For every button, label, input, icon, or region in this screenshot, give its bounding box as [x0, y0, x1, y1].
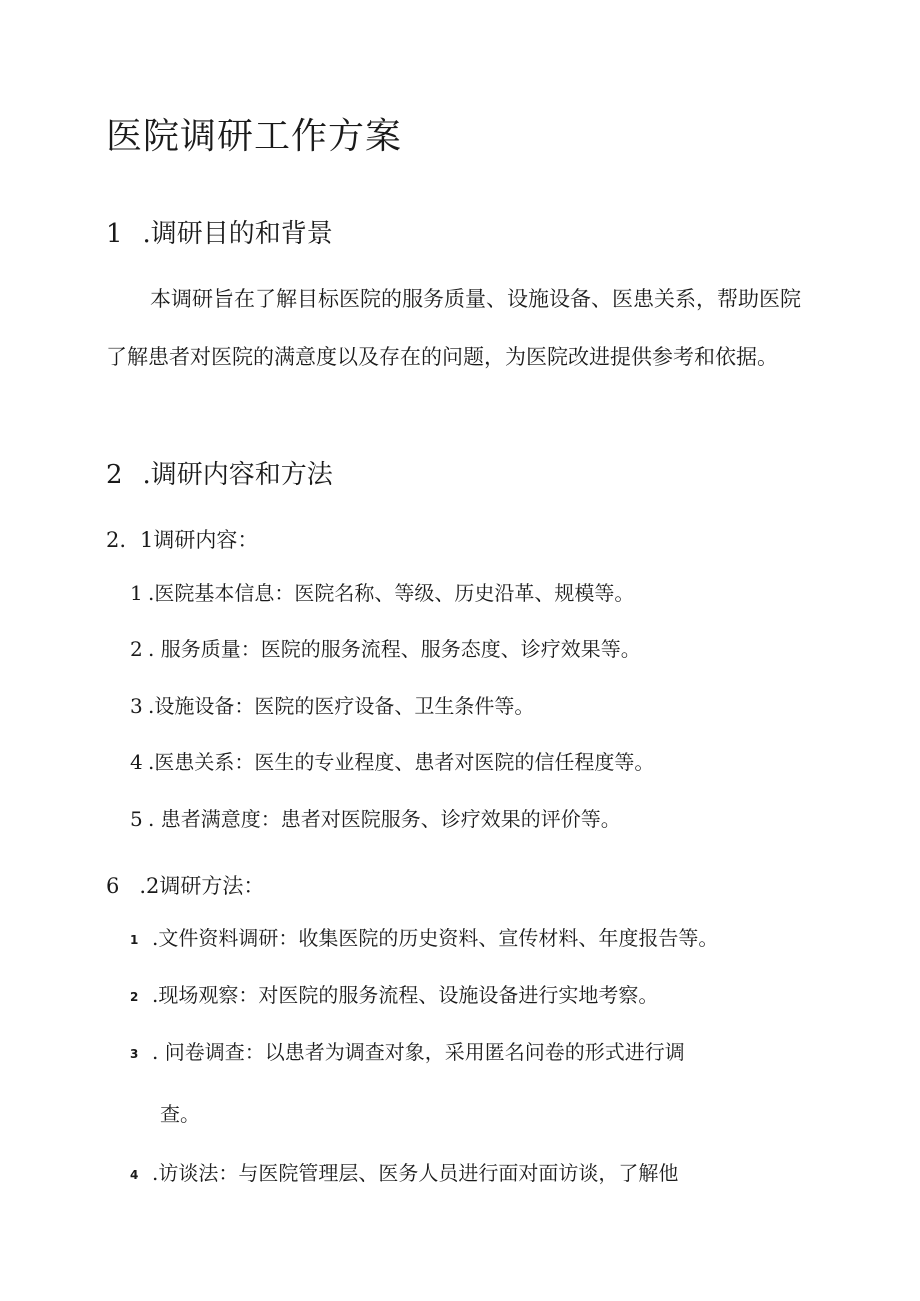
- subsection-2-1-number: 2.: [106, 528, 127, 552]
- method-item-continuation: 查。: [160, 1102, 200, 1126]
- content-item: [130, 690, 534, 719]
- method-item: [130, 1036, 685, 1065]
- content-item-text: .医患关系：医生的专业程度、患者对医院的信任程度等。: [148, 750, 655, 774]
- method-item-text: .访谈法：与医院管理层、医务人员进行面对面访谈，了解他: [152, 1161, 679, 1185]
- section-2-title: .调研内容和方法: [142, 460, 333, 490]
- subsection-2-1-title: 1调研内容：: [140, 528, 259, 552]
- subsection-2-2-number: 6: [106, 874, 120, 898]
- method-item-number: 3: [130, 1046, 139, 1061]
- section-2-heading: [106, 454, 333, 491]
- method-item: [130, 1157, 678, 1186]
- section-1-number: 1: [106, 219, 123, 249]
- content-item-text: .医院基本信息：医院名称、等级、历史沿革、规模等。: [148, 581, 635, 605]
- subsection-2-2-title: .2调研方法：: [139, 874, 265, 898]
- method-item-text: .文件资料调研：收集医院的历史资料、宣传材料、年度报告等。: [152, 926, 719, 950]
- content-item-number: 1: [130, 581, 143, 605]
- content-item-number: 4: [130, 750, 143, 774]
- subsection-2-1-heading: [106, 524, 258, 554]
- content-item: [130, 633, 641, 662]
- content-item: [130, 746, 654, 775]
- content-item-text: . 患者满意度：患者对医院服务、诊疗效果的评价等。: [148, 807, 621, 831]
- content-item: [130, 577, 634, 606]
- document-title: 医院调研工作方案: [106, 116, 403, 157]
- content-item: [130, 803, 621, 832]
- section-1-heading: [106, 213, 333, 250]
- method-item-number: 2: [130, 989, 139, 1004]
- method-item-text: .现场观察：对医院的服务流程、设施设备进行实地考察。: [152, 983, 659, 1007]
- section-1-paragraph: 本调研旨在了解目标医院的服务质量、设施设备、医患关系，帮助医院了解患者对医院的满意度以及存在的问题，为医院改进提供参考和依据。: [106, 287, 801, 369]
- method-item-text: . 问卷调查：以患者为调查对象，采用匿名问卷的形式进行调: [152, 1040, 685, 1064]
- method-item: [130, 922, 718, 951]
- section-1-title: .调研目的和背景: [142, 219, 333, 249]
- method-item-number: 1: [130, 932, 139, 947]
- content-item-number: 2: [130, 637, 143, 661]
- content-item-text: . 服务质量：医院的服务流程、服务态度、诊疗效果等。: [148, 637, 641, 661]
- subsection-2-2-heading: [106, 870, 264, 900]
- content-item-number: 5: [130, 807, 143, 831]
- method-item-number: 4: [130, 1167, 139, 1182]
- section-2-number: 2: [106, 460, 123, 490]
- content-item-text: .设施设备：医院的医疗设备、卫生条件等。: [148, 694, 535, 718]
- content-item-number: 3: [130, 694, 143, 718]
- method-item: [130, 979, 658, 1008]
